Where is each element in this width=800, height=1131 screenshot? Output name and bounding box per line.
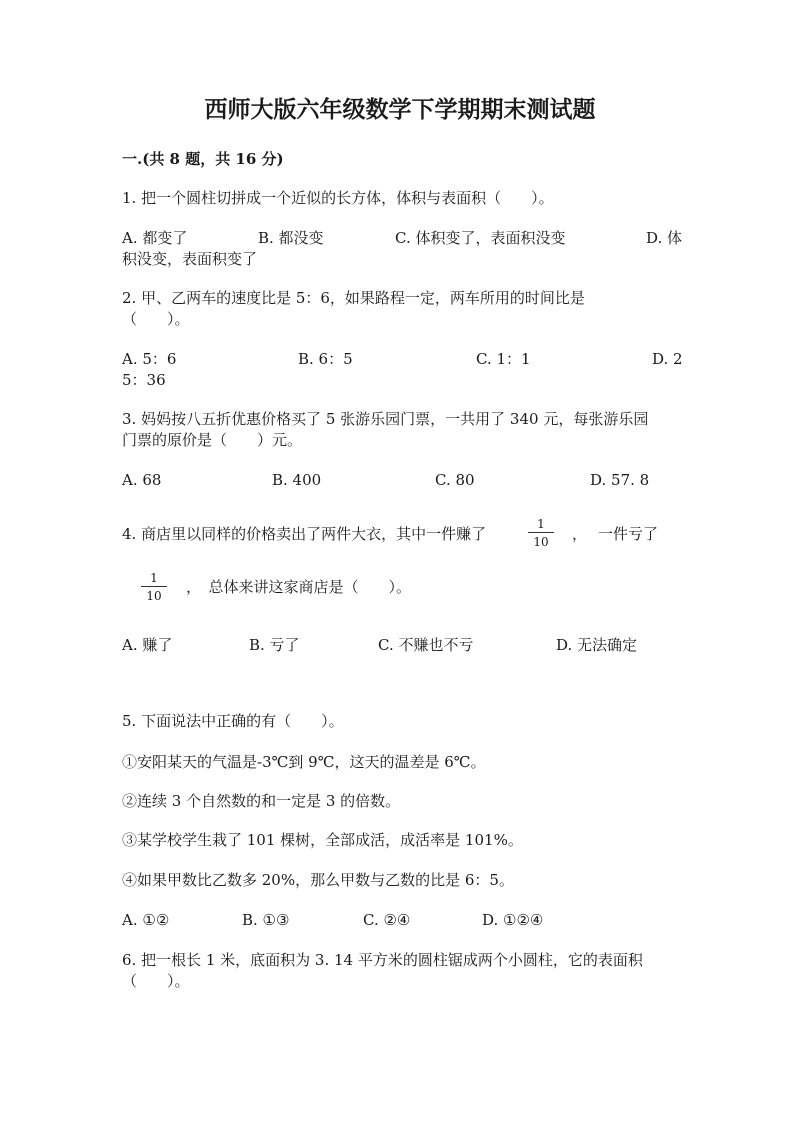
question-3-option-b: B. 400 [272, 471, 322, 489]
question-5-statement-4: ④如果甲数比乙数多 20%，那么甲数与乙数的比是 6：5。 [122, 871, 514, 889]
question-5-statement-3: ③某学校学生栽了 101 棵树，全部成活，成活率是 101%。 [122, 831, 523, 849]
question-3-stem-line-2: 门票的原价是（ ）元。 [122, 431, 303, 449]
fraction-1-numerator: 1 [537, 517, 545, 531]
question-5-option-d: D. ①②④ [482, 911, 544, 929]
question-2-stem-line-2: （ ）。 [122, 310, 190, 328]
fraction-2-denominator: 10 [146, 589, 162, 603]
question-5-option-b: B. ①③ [242, 911, 290, 929]
fraction-2-numerator: 1 [150, 571, 158, 585]
question-4-stem-line-2: ， 总体来讲这家商店是（ ）。 [186, 578, 412, 596]
question-4-stem-line-1: 4. 商店里以同样的价格卖出了两件大衣，其中一件赚了 [122, 525, 487, 543]
question-2-option-d-continued: 5：36 [122, 371, 166, 389]
question-5-statement-2: ②连续 3 个自然数的和一定是 3 的倍数。 [122, 792, 401, 810]
question-2-option-c: C. 1：1 [476, 350, 531, 368]
question-2-option-d: D. 2 [652, 350, 683, 368]
question-2-stem-line-1: 2. 甲、乙两车的速度比是 5：6，如果路程一定，两车所用的时间比是 [122, 289, 585, 307]
question-5-option-a: A. ①② [122, 911, 170, 929]
question-6-stem-line-2: （ ）。 [122, 972, 190, 990]
question-4-option-a: A. 赚了 [122, 636, 173, 654]
question-6-stem-line-1: 6. 把一根长 1 米，底面积为 3. 14 平方米的圆柱锯成两个小圆柱，它的表面积 [122, 951, 643, 969]
fraction-one-tenth-1 [528, 518, 554, 548]
fraction-one-tenth-2 [141, 572, 167, 602]
question-5-statement-1: ①安阳某天的气温是-3℃到 9℃，这天的温差是 6℃。 [122, 753, 486, 771]
question-1-option-d: D. 体 [646, 229, 683, 247]
question-1-option-d-continued: 积没变，表面积变了 [122, 250, 258, 268]
question-1-option-b: B. 都没变 [258, 229, 324, 247]
question-4-comma: ， [572, 525, 588, 543]
question-1-option-c: C. 体积变了，表面积没变 [395, 229, 566, 247]
question-5-option-c: C. ②④ [363, 911, 411, 929]
question-3-option-c: C. 80 [435, 471, 475, 489]
question-5-stem: 5. 下面说法中正确的有（ ）。 [122, 712, 344, 730]
page-title: 西师大版六年级数学下学期期末测试题 [204, 96, 596, 123]
question-4-stem-line-1b: 一件亏了 [598, 525, 659, 543]
question-1-option-a: A. 都变了 [122, 229, 188, 247]
fraction-1-denominator: 10 [533, 535, 549, 549]
question-2-option-b: B. 6：5 [298, 350, 353, 368]
question-4-option-c: C. 不赚也不亏 [378, 636, 474, 654]
question-3-option-d: D. 57. 8 [590, 471, 650, 489]
section-heading: 一.(共 8 题，共 16 分) [122, 150, 284, 168]
question-4-option-b: B. 亏了 [249, 636, 300, 654]
question-4-option-d: D. 无法确定 [556, 636, 638, 654]
question-3-option-a: A. 68 [122, 471, 162, 489]
question-2-option-a: A. 5：6 [122, 350, 177, 368]
question-3-stem-line-1: 3. 妈妈按八五折优惠价格买了 5 张游乐园门票，一共用了 340 元，每张游乐园 [122, 410, 649, 428]
question-1-stem: 1. 把一个圆柱切拼成一个近似的长方体，体积与表面积（ ）。 [122, 189, 554, 207]
